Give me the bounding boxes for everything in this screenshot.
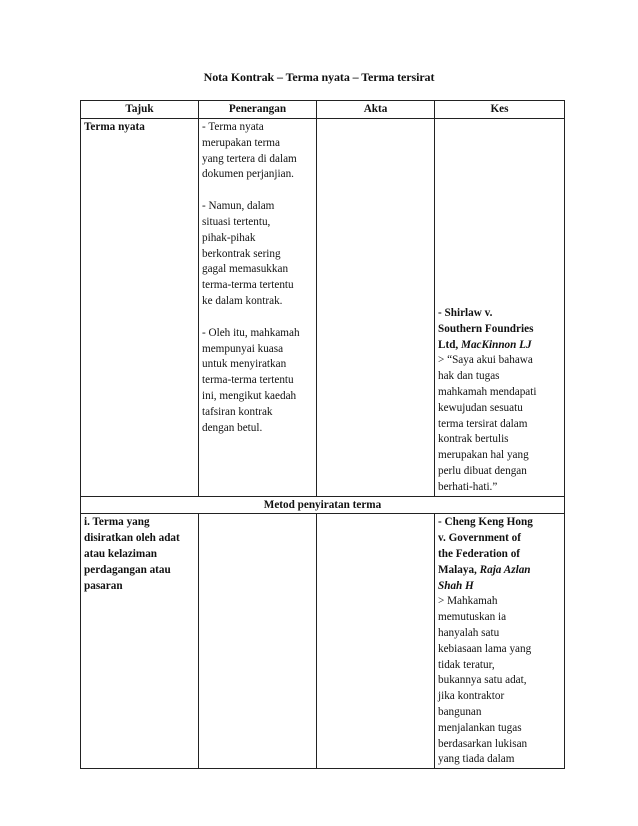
section-heading: Metod penyiratan terma [81, 496, 565, 514]
case-title-line: Southern Foundries [438, 322, 534, 335]
case-title-text: Malaya, [438, 563, 480, 576]
case-shirlaw [438, 306, 561, 496]
cell-penerangan [199, 119, 317, 497]
header-kes: Kes [435, 101, 565, 119]
text-line: yang tertera di dalam [202, 152, 297, 165]
cell-kes [435, 514, 565, 769]
notes-table [80, 100, 565, 769]
case-text-line: yang tiada dalam [438, 753, 515, 766]
text-line: terma-terma tertentu [202, 279, 294, 292]
quote-line: merupakan hal yang [438, 449, 529, 462]
case-text-line: > Mahkamah [438, 595, 498, 608]
quote-line: berhati-hati.” [438, 480, 498, 493]
case-title-line: - Shirlaw v. [438, 307, 493, 319]
quote-line: > “Saya akui bahawa [438, 354, 533, 367]
table-row [81, 514, 565, 769]
tajuk-line: atau kelaziman [84, 547, 158, 560]
header-row [81, 101, 565, 119]
case-title-line: the Federation of [438, 547, 521, 560]
judge-name: Raja Azlan [479, 563, 531, 576]
penerangan-para-1 [202, 120, 313, 183]
cell-penerangan [199, 514, 317, 769]
case-text-line: kebiasaan lama yang [438, 642, 532, 655]
text-line: gagal memasukkan [202, 263, 289, 276]
quote-line: hak dan tugas [438, 370, 500, 383]
text-line: mempunyai kuasa [202, 342, 284, 355]
judge-name: Shah H [438, 579, 474, 592]
text-line: situasi tertentu, [202, 215, 271, 228]
tajuk-line: pasaran [84, 579, 123, 592]
text-line: tafsiran kontrak [202, 405, 273, 418]
quote-line: kontrak bertulis [438, 433, 509, 446]
text-line: ke dalam kontrak. [202, 294, 283, 307]
case-title-line: - Cheng Keng Hong [438, 516, 533, 529]
text-line: - Namun, dalam [202, 200, 275, 213]
tajuk-line: perdagangan atau [84, 563, 171, 576]
case-text-line: jika kontraktor [438, 690, 505, 703]
header-penerangan: Penerangan [199, 101, 317, 119]
case-text-line: bukannya satu adat, [438, 674, 527, 687]
case-text-line: bangunan [438, 705, 482, 718]
text-line: merupakan terma [202, 136, 280, 149]
case-text-line: berdasarkan lukisan [438, 737, 528, 750]
quote-line: kewujudan sesuatu [438, 401, 523, 414]
judge-name: MacKinnon LJ [461, 338, 532, 351]
case-cheng-keng-hong [438, 515, 561, 768]
case-text-line: menjalankan tugas [438, 721, 522, 734]
case-title-line [438, 338, 561, 354]
case-title-text: Ltd, [438, 338, 462, 351]
case-title-line [438, 579, 561, 595]
text-line: berkontrak sering [202, 247, 281, 260]
quote-line: perlu dibuat dengan [438, 464, 527, 477]
text-line: pihak-pihak [202, 231, 256, 244]
section-row [81, 496, 565, 514]
page-title: Nota Kontrak – Terma nyata – Terma tersirat [203, 70, 435, 84]
case-title-line [438, 563, 561, 579]
penerangan-para-2 [202, 199, 313, 310]
case-title-line: v. Government of [438, 532, 521, 545]
cell-akta [317, 514, 435, 769]
case-text-line: hanyalah satu [438, 626, 500, 639]
case-text-line: tidak teratur, [438, 658, 495, 671]
cell-kes [435, 119, 565, 497]
header-tajuk: Tajuk [81, 101, 199, 119]
text-line: untuk menyiratkan [202, 358, 287, 371]
cell-tajuk [81, 119, 199, 497]
cell-akta [317, 119, 435, 497]
text-line: dengan betul. [202, 421, 263, 434]
case-text-line: memutuskan ia [438, 611, 507, 624]
tajuk-line: i. Terma yang [84, 516, 150, 529]
text-line: dokumen perjanjian. [202, 168, 294, 181]
quote-line: mahkamah mendapati [438, 385, 537, 398]
cell-tajuk [81, 514, 199, 769]
text-line: ini, mengikut kaedah [202, 389, 297, 402]
header-akta: Akta [317, 101, 435, 119]
quote-line: terma tersirat dalam [438, 417, 528, 430]
text-line: - Oleh itu, mahkamah [202, 326, 300, 339]
penerangan-para-3 [202, 326, 313, 437]
text-line: terma-terma tertentu [202, 374, 294, 387]
tajuk-line: disiratkan oleh adat [84, 532, 180, 545]
table-row [81, 119, 565, 497]
tajuk-label: Terma nyata [84, 121, 145, 133]
text-line: - Terma nyata [202, 121, 264, 133]
